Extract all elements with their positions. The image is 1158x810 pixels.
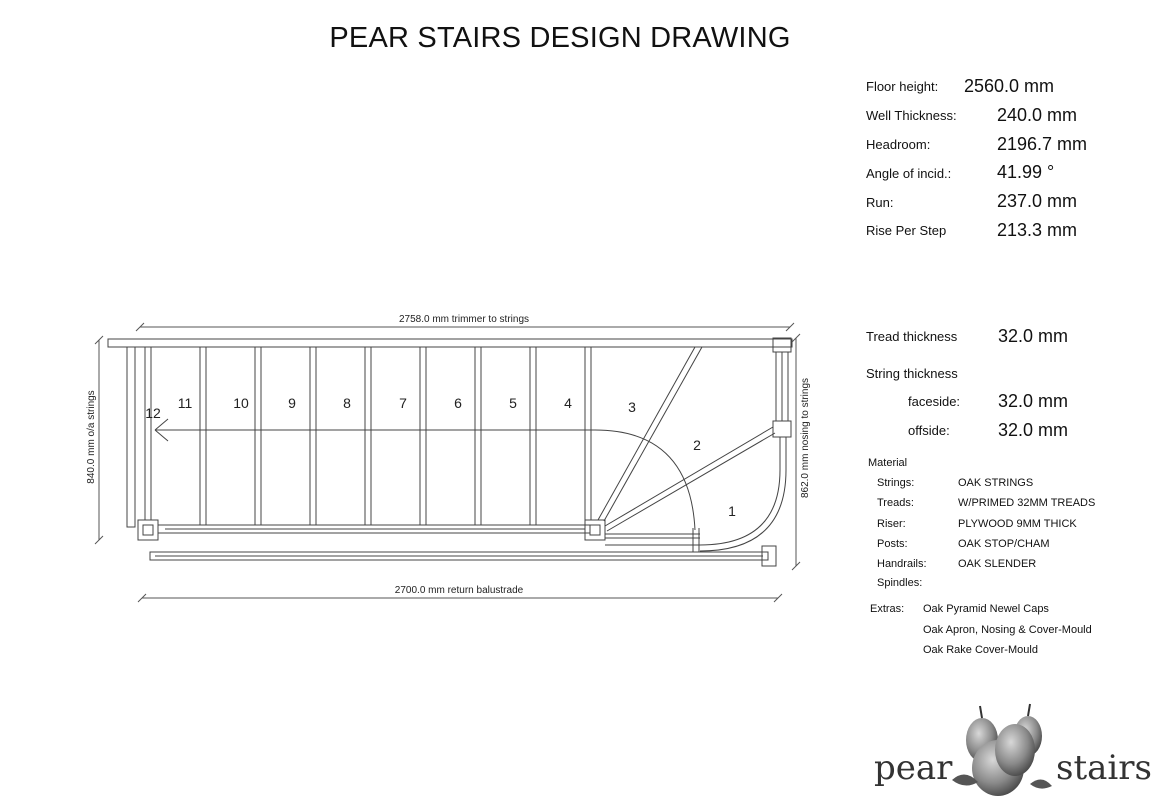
tread-thickness-value: 32.0 mm — [998, 326, 1069, 346]
material-posts-label: Posts: — [877, 538, 908, 550]
spec-run-label: Run: — [866, 195, 894, 210]
step-number: 3 — [628, 399, 636, 415]
winder-risers — [598, 347, 775, 538]
step-number: 8 — [343, 395, 351, 411]
spec-rise-label: Rise Per Step — [866, 223, 947, 238]
step-number: 9 — [288, 395, 296, 411]
material-handrails-value: OAK SLENDER — [958, 558, 1037, 570]
extras-item: Oak Rake Cover-Mould — [923, 644, 1038, 656]
spec-headroom-label: Headroom: — [866, 137, 931, 152]
spec-well-thickness-label: Well Thickness: — [866, 108, 957, 123]
bottom-right-post — [762, 546, 776, 566]
pear-stairs-logo — [870, 700, 1152, 800]
step-number: 2 — [693, 437, 701, 453]
left-newel-post — [138, 520, 158, 540]
faceside-label: faceside: — [908, 394, 961, 409]
extras-item: Oak Pyramid Newel Caps — [923, 603, 1049, 615]
material-riser-label: Riser: — [877, 518, 906, 530]
spec-run-value: 237.0 mm — [997, 191, 1078, 211]
step-number: 1 — [728, 503, 736, 519]
spec-well-thickness-value: 240.0 mm — [997, 105, 1078, 125]
page-title: PEAR STAIRS DESIGN DRAWING — [329, 22, 791, 54]
spec-headroom-value: 2196.7 mm — [997, 134, 1088, 154]
extras-item: Oak Apron, Nosing & Cover-Mould — [923, 624, 1092, 636]
offside-value: 32.0 mm — [998, 420, 1069, 440]
material-riser-value: PLYWOOD 9MM THICK — [958, 518, 1077, 530]
material-posts-value: OAK STOP/CHAM — [958, 538, 1050, 550]
tread-thickness-label: Tread thickness — [866, 329, 958, 344]
spec-angle-value: 41.99 ° — [997, 162, 1055, 182]
spec-angle-label: Angle of incid.: — [866, 166, 952, 181]
left-string — [127, 347, 135, 527]
material-treads-label: Treads: — [877, 497, 914, 509]
extras-label: Extras: — [870, 603, 905, 615]
spec-rise-value: 213.3 mm — [997, 220, 1078, 240]
top-right-post — [773, 338, 791, 352]
logo-word-left: pear — [874, 748, 953, 788]
spec-floor-height-value: 2560.0 mm — [964, 76, 1055, 96]
dimension-bottom: 2700.0 mm return balustrade — [394, 585, 524, 596]
material-handrails-label: Handrails: — [877, 558, 927, 570]
step-number: 5 — [509, 395, 517, 411]
material-strings-value: OAK STRINGS — [958, 477, 1034, 489]
dimension-left: 840.0 mm o/a strings — [86, 390, 97, 484]
walk-line — [155, 430, 695, 530]
material-treads-value: W/PRIMED 32MM TREADS — [958, 497, 1096, 509]
tread-risers — [145, 347, 591, 525]
string-thickness-label: String thickness — [866, 366, 958, 381]
spec-floor-height-label: Floor height: — [866, 79, 939, 94]
offside-label: offside: — [908, 423, 950, 438]
logo-word-right: stairs — [1056, 748, 1152, 788]
step-number: 4 — [564, 395, 572, 411]
dimension-top: 2758.0 mm trimmer to strings — [398, 314, 530, 325]
middle-newel-post — [585, 520, 605, 540]
right-post — [773, 421, 791, 437]
material-strings-label: Strings: — [877, 477, 915, 489]
top-trimmer-string — [108, 339, 792, 347]
dimension-right: 862.0 mm nosing to strings — [800, 377, 811, 499]
step-number: 12 — [145, 405, 161, 421]
faceside-value: 32.0 mm — [998, 391, 1069, 411]
step-number: 7 — [399, 395, 407, 411]
material-heading: Material — [868, 457, 908, 469]
step-number: 6 — [454, 395, 462, 411]
step-number: 11 — [177, 395, 193, 411]
step-number: 10 — [233, 395, 249, 411]
material-spindles-label: Spindles: — [877, 577, 923, 589]
